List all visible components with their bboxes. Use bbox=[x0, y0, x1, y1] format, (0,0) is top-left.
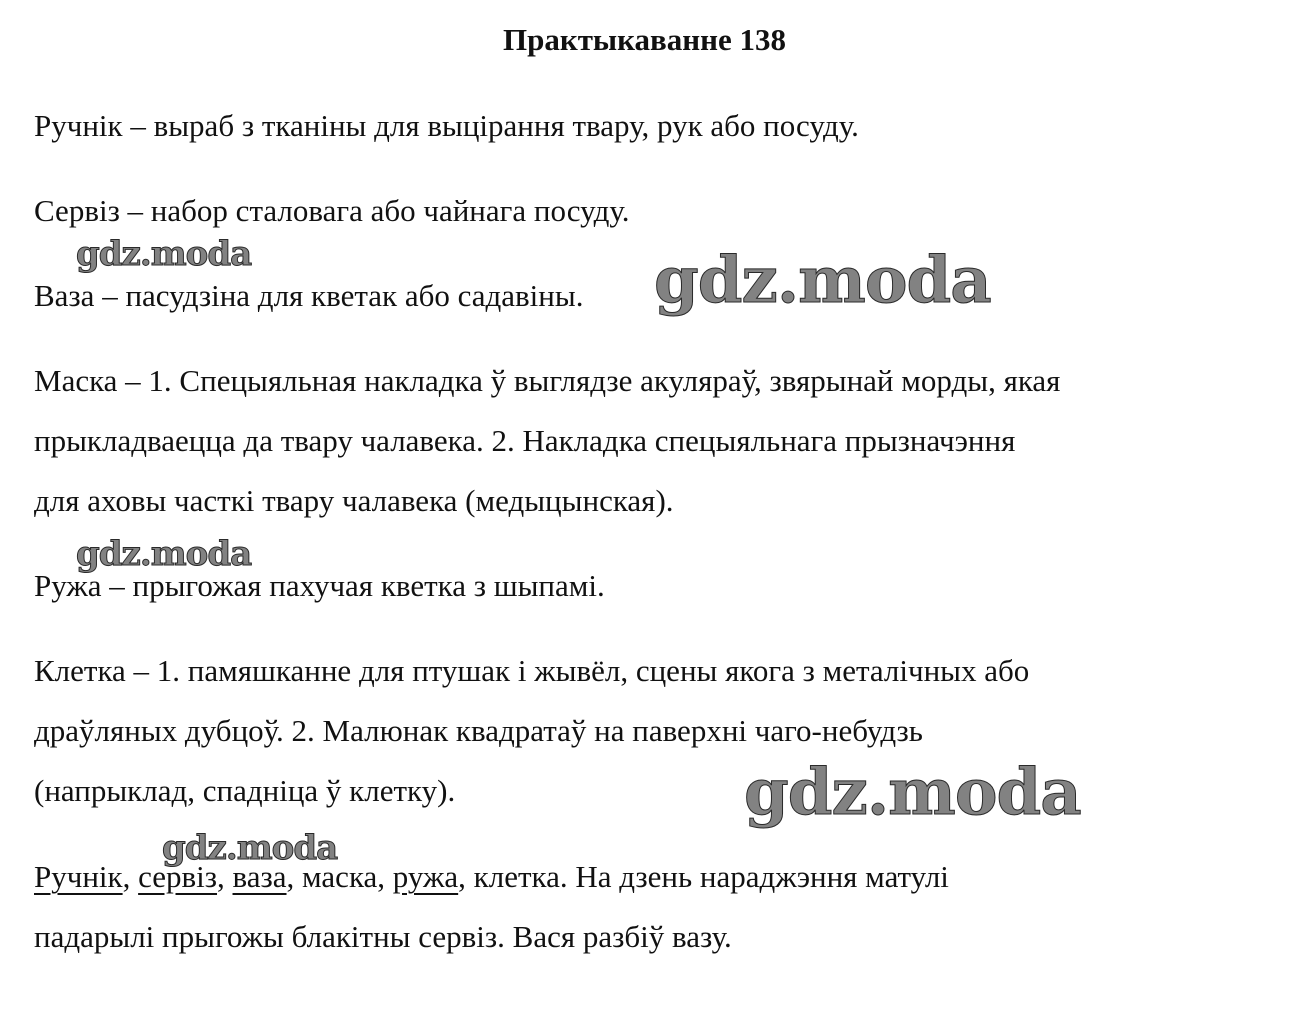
entry-kletka-line-1: Клетка – 1. памяшканне для птушак і жывёл, сцены якога з металічных або bbox=[34, 653, 1030, 688]
watermark: gdz.moda bbox=[744, 755, 1081, 830]
entry-kletka-line-3: (напрыклад, спадніца ў клетку). bbox=[34, 773, 456, 808]
summary-line-2: падарылі прыгожы блакітны сервіз. Вася разбіў вазу. bbox=[34, 919, 732, 954]
entry-maska-line-1: Маска – 1. Спецыяльная накладка ў выглядзе акуляраў, звярынай морды, якая bbox=[34, 363, 1061, 398]
summary-text: , клетка. На дзень нараджэння матулі bbox=[458, 859, 949, 894]
summary-separator: , bbox=[217, 859, 233, 894]
watermark: gdz.moda bbox=[654, 243, 991, 318]
summary-separator: , маска, bbox=[286, 859, 393, 894]
entry-ruchnik: Ручнік – выраб з тканіны для выцірання твару, рук або посуду. bbox=[34, 108, 859, 143]
underlined-word-vaza: ваза bbox=[232, 859, 287, 894]
watermark: gdz.moda bbox=[162, 828, 338, 868]
page-title: Практыкаванне 138 bbox=[502, 22, 786, 57]
entry-ruzha: Ружа – прыгожая пахучая кветка з шыпамі. bbox=[34, 568, 605, 603]
watermark: gdz.moda bbox=[76, 534, 252, 574]
entry-vaza: Ваза – пасудзіна для кветак або садавіны. bbox=[34, 278, 584, 313]
entry-maska-line-2: прыкладваецца да твару чалавека. 2. Накладка спецыяльнага прызначэння bbox=[34, 423, 1016, 458]
entry-serviz: Сервіз – набор сталовага або чайнага посуду. bbox=[34, 193, 630, 228]
summary-separator: , bbox=[122, 859, 139, 894]
underlined-word-serviz: сервіз bbox=[138, 859, 218, 894]
underlined-word-ruchnik: Ручнік bbox=[34, 859, 123, 894]
entry-kletka-line-2: драўляных дубцоў. 2. Малюнак квадратаў на паверхні чаго-небудзь bbox=[34, 713, 923, 748]
underlined-word-ruzha: ружа bbox=[392, 859, 459, 894]
entry-maska-line-3: для аховы часткі твару чалавека (медыцынская). bbox=[34, 483, 674, 518]
watermark: gdz.moda bbox=[76, 234, 252, 274]
